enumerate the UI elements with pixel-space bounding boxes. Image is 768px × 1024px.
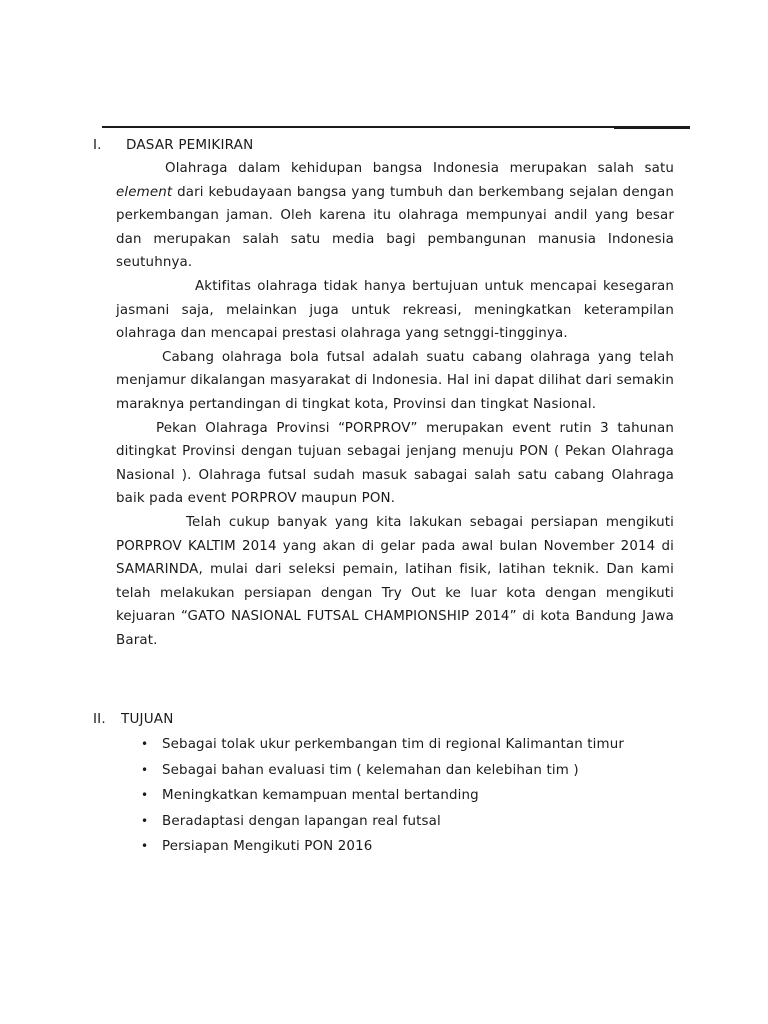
- list-item: • Sebagai tolak ukur perkembangan tim di regional Kalimantan timur: [138, 733, 674, 757]
- section-title: DASAR PEMIKIRAN: [126, 137, 254, 153]
- section-body-dasar-pemikiran: [116, 157, 674, 652]
- section-title: TUJUAN: [121, 711, 174, 727]
- goals-list: [138, 733, 674, 861]
- list-item: • Meningkatkan kemampuan mental bertanding: [138, 784, 674, 808]
- italic-term: element: [116, 184, 173, 200]
- list-item: • Persiapan Mengikuti PON 2016: [138, 835, 674, 859]
- paragraph-3: Cabang olahraga bola futsal adalah suatu cabang olahraga yang telah menjamur dikalangan masyarakat di Indonesia. Hal ini dapat dilihat dari semakin maraknya pertandingan di tingkat kota, Provinsi dan tingkat Nasional.: [116, 349, 674, 412]
- paragraph-5: Telah cukup banyak yang kita lakukan sebagai persiapan mengikuti PORPROV KALTIM 2014 yang akan di gelar pada awal bulan November 2014 di SAMARINDA, mulai dari seleksi pemain, latihan fisik, latihan teknik. Dan kami telah melakukan persiapan dengan Try Out ke luar kota dengan mengikuti kejuaran “GATO NASIONAL FUTSAL CHAMPIONSHIP 2014” di kota Bandung Jawa Barat.: [116, 514, 674, 648]
- paragraph-4: Pekan Olahraga Provinsi “PORPROV” merupakan event rutin 3 tahunan ditingkat Provinsi dengan tujuan sebagai jenjang menuju PON ( Pekan Olahraga Nasional ). Olahraga futsal sudah masuk sabagai salah satu cabang Olahraga baik pada event PORPROV maupun PON.: [116, 420, 674, 507]
- bullet-icon: •: [141, 737, 149, 751]
- paragraph-1: Olahraga dalam kehidupan bangsa Indonesia merupakan salah satu element dari kebudayaan bangsa yang tumbuh dan berkembang sejalan dengan perkembangan jaman. Oleh karena itu olahraga mempunyai andil yang besar dan merupakan salah satu media bagi pembangunan manusia Indonesia seutuhnya.: [116, 161, 674, 271]
- section-heading-dasar-pemikiran: [93, 137, 253, 153]
- header-rule: [102, 126, 690, 128]
- header-rule-accent: [614, 126, 690, 129]
- section-heading-tujuan: [93, 711, 174, 727]
- bullet-icon: •: [141, 788, 149, 803]
- section-number: II.: [93, 711, 106, 727]
- list-item: • Beradaptasi dengan lapangan real futsal: [138, 810, 674, 834]
- bullet-icon: •: [141, 762, 149, 777]
- paragraph-2: Aktifitas olahraga tidak hanya bertujuan untuk mencapai kesegaran jasmani saja, melainkan juga untuk rekreasi, meningkatkan keterampilan olahraga dan mencapai prestasi olahraga yang setnggi-tingginya.: [116, 278, 674, 342]
- list-item: • Sebagai bahan evaluasi tim ( kelemahan dan kelebihan tim ): [138, 759, 674, 783]
- bullet-icon: •: [141, 813, 149, 828]
- section-number: I.: [93, 137, 102, 153]
- bullet-icon: •: [141, 839, 149, 854]
